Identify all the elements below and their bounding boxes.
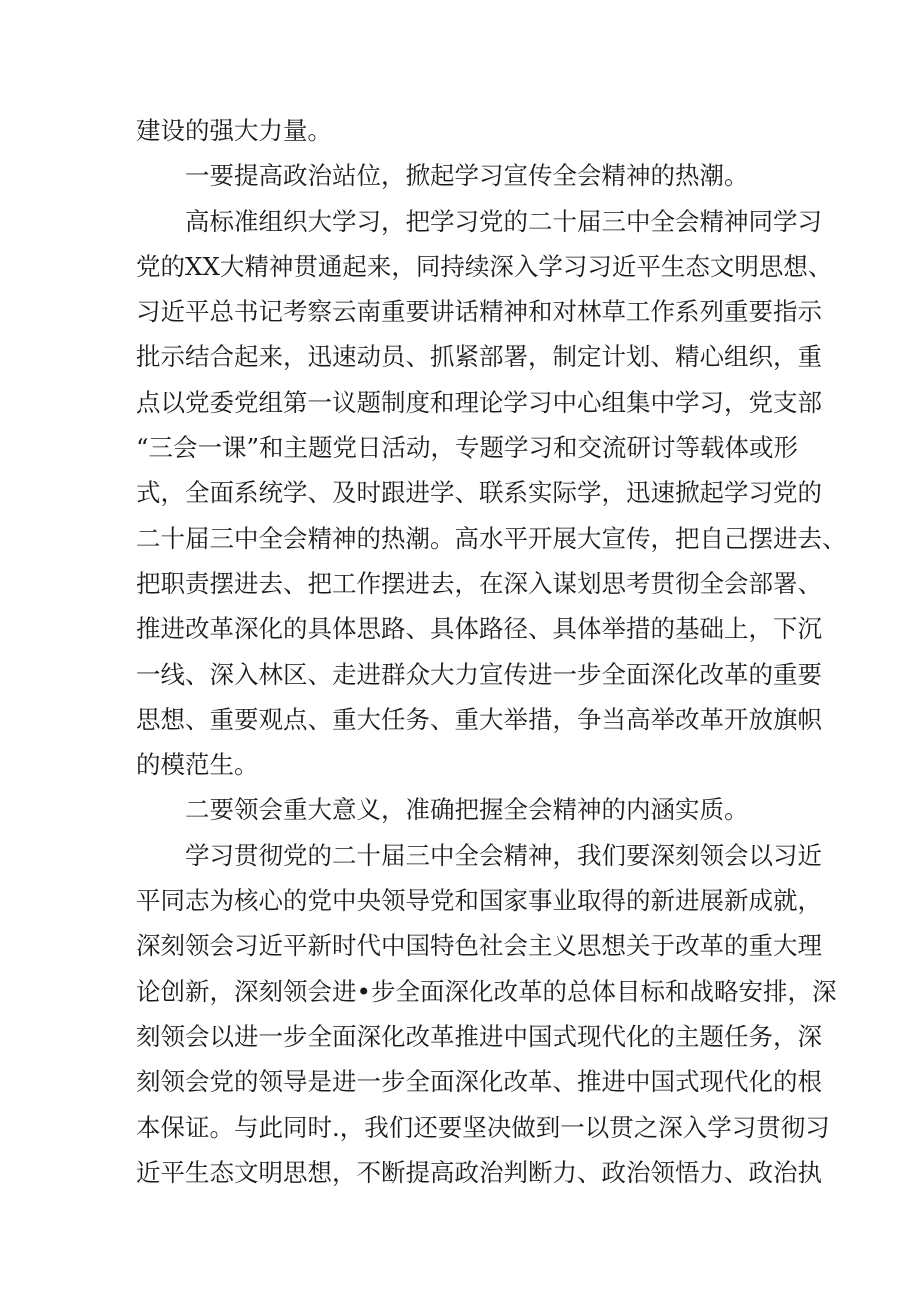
text-line: 的模范生。	[136, 750, 259, 780]
text-line: 把职责摆进去、把工作摆进去，在深入谋划思考贯彻全会部署、	[136, 568, 822, 598]
text-line: 近平生态文明思想，不断提高政治判断力、政治领悟力、政治执	[136, 1157, 822, 1187]
text-line: 平同志为核心的党中央领导党和国家事业取得的新进展新成就，	[136, 886, 822, 916]
text-line: 二十届三中全会精神的热潮。高水平开展大宣传，把自己摆进去、	[136, 523, 847, 553]
text-line: 论创新，深刻领会进•步全面深化改革的总体目标和战略安排，深	[136, 976, 837, 1006]
text-line: 高标准组织大学习，把学习党的二十届三中全会精神同学习	[185, 206, 822, 236]
text-line: 推进改革深化的具体思路、具体路径、具体举措的基础上，下沉	[136, 614, 822, 644]
text-line: 刻领会以进一步全面深化改革推进中国式现代化的主题任务，深	[136, 1021, 822, 1051]
text-line: 思想、重要观点、重大任务、重大举措，争当高举改革开放旗帜	[136, 704, 822, 734]
text-line: 批示结合起来，迅速动员、抓紧部署，制定计划、精心组织，重	[136, 342, 822, 372]
text-line: 深刻领会习近平新时代中国特色社会主义思想关于改革的重大理	[136, 931, 822, 961]
text-line: 刻领会党的领导是进一步全面深化改革、推进中国式现代化的根	[136, 1067, 822, 1097]
text-line: 建设的强大力量。	[136, 116, 332, 145]
text-line: 二要领会重大意义，准确把握全会精神的内涵实质。	[185, 795, 749, 825]
text-line: 习近平总书记考察云南重要讲话精神和对林草工作系列重要指示	[136, 297, 822, 327]
text-line: 本保证。与此同时.，我们还要坚决做到一以贯之深入学习贯彻习	[136, 1112, 830, 1142]
text-line: 学习贯彻党的二十届三中全会精神，我们要深刻领会以习近	[185, 840, 822, 870]
text-line: “三会一课”和主题党日活动，专题学习和交流研讨等载体或形	[136, 433, 799, 463]
body-text	[136, 108, 847, 1195]
text-line: 党的XX大精神贯通起来，同持续深入学习习近平生态文明思想、	[136, 251, 833, 281]
text-line: 一要提高政治站位，掀起学习宣传全会精神的热潮。	[185, 161, 749, 191]
text-line: 一线、深入林区、走进群众大力宣传进一步全面深化改革的重要	[136, 659, 822, 689]
text-line: 式，全面系统学、及时跟进学、联系实际学，迅速掀起学习党的	[136, 478, 822, 508]
text-line: 点以党委党组第一议题制度和理论学习中心组集中学习，党支部	[136, 387, 822, 417]
